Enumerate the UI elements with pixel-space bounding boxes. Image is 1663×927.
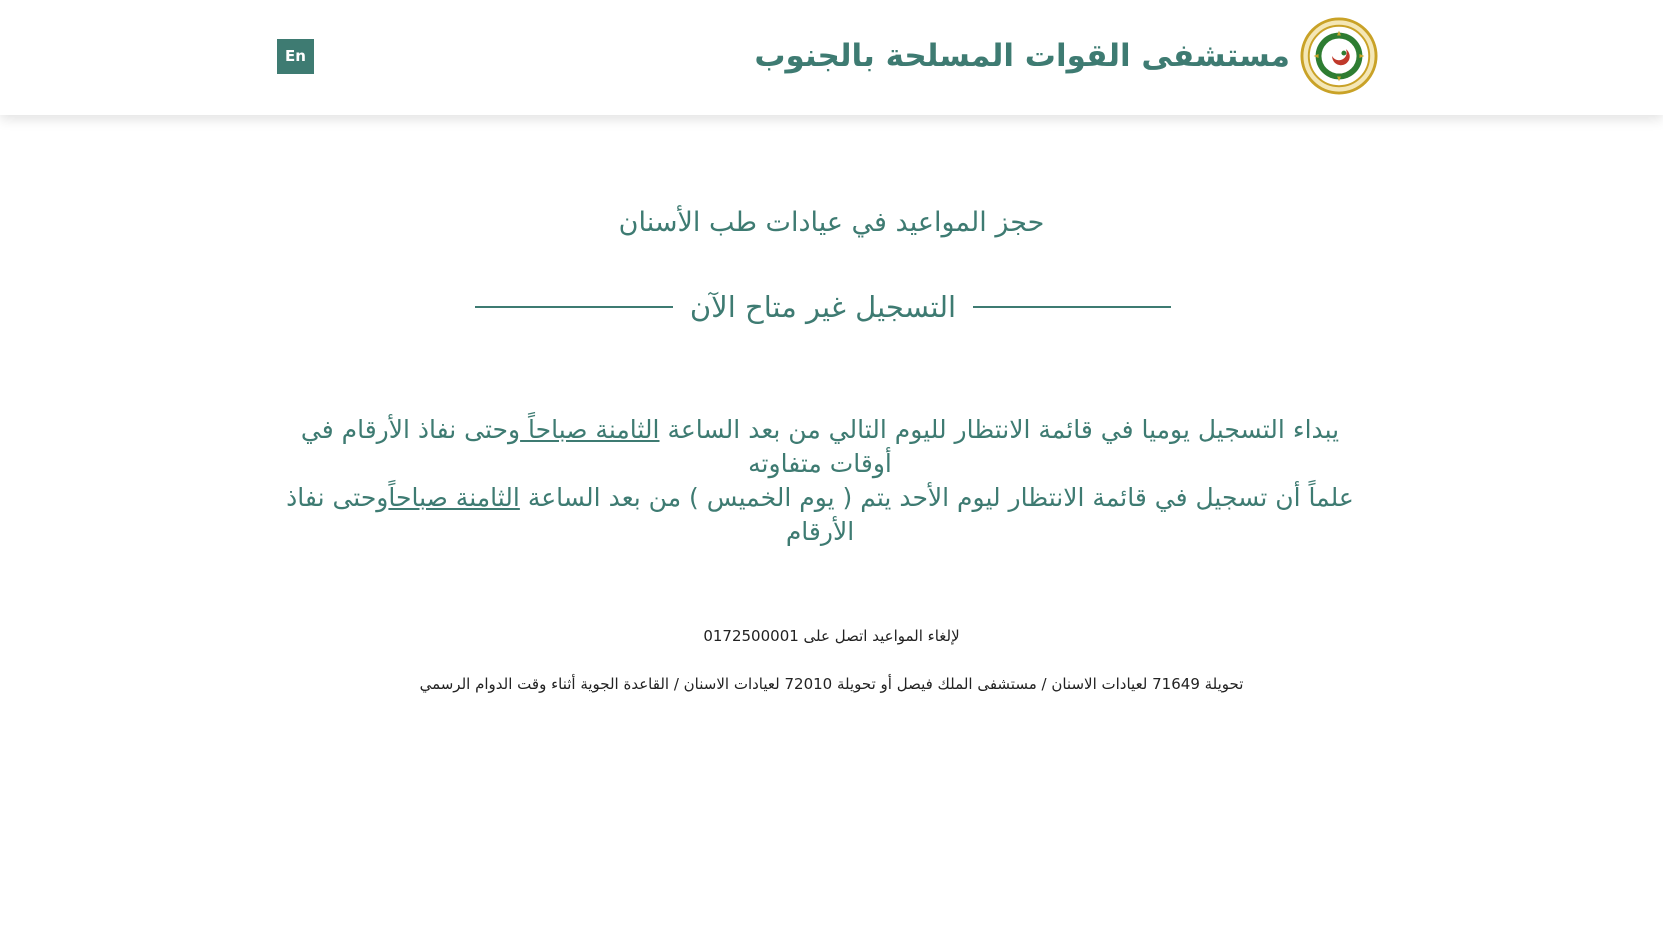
notice-line2-text: علماً أن تسجيل في قائمة الانتظار ليوم الأحد يتم ( يوم الخميس ) من بعد الساعة [519, 483, 1354, 512]
notice-line1-end: وحتى نفاذ الأرقام في أوقات متفاوته [300, 415, 892, 478]
notice-line2-time: الثامنة صباحا [388, 483, 520, 512]
language-toggle-button[interactable]: En [277, 39, 314, 74]
page-title: حجز المواعيد في عيادات طب الأسنان [618, 207, 1045, 238]
hospital-emblem-icon [1300, 17, 1378, 95]
cancel-contact-info: لإلغاء المواعيد اتصل على 0172500001 [703, 627, 960, 645]
notice-line2-end: ًوحتى نفاذ الأرقام [286, 483, 855, 546]
registration-notice [270, 413, 1370, 549]
divider-line-right [973, 306, 1171, 308]
hospital-name: مستشفى القوات المسلحة بالجنوب [754, 38, 1290, 74]
brand[interactable] [754, 16, 1378, 96]
registration-status: التسجيل غير متاح الآن [689, 290, 957, 324]
notice-line1-time: الثامنة صباحاً [520, 415, 660, 444]
notice-line1-text: يبداء التسجيل يوميا في قائمة الانتظار لليوم التالي من بعد الساعة [659, 415, 1340, 444]
divider-line-left [475, 306, 673, 308]
status-divider [475, 287, 1171, 327]
site-header [0, 0, 1663, 115]
extension-info: تحويلة 71649 لعيادات الاسنان / مستشفى الملك فيصل أو تحويلة 72010 لعيادات الاسنان / القاعدة الجوية أثناء وقت الدوام الرسمي [419, 675, 1244, 693]
